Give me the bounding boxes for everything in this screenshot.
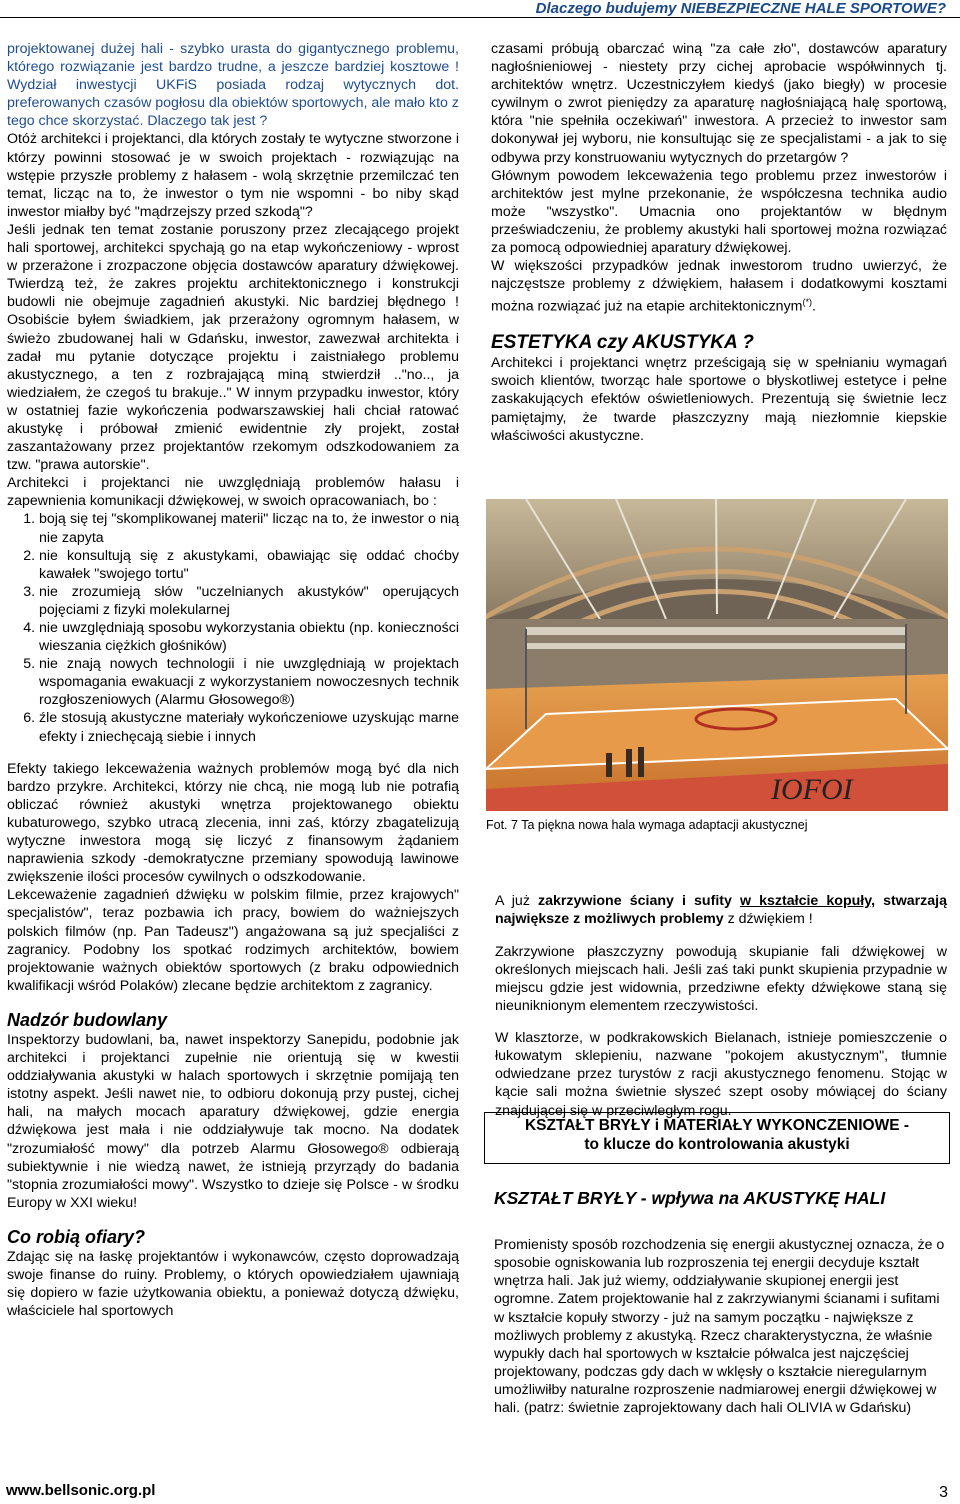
page-number: 3	[939, 1484, 948, 1501]
paragraph: Głównym powodem lekceważenia tego problemu przez inwestorów i architektów jest mylne przekonanie, że współczesna technika audio może "wszystko". Umacnia ono projektantów w błędnym przeświadczeniu, że problemy akustyki hali sportowej można rozwiązać za pomocą odpowiedniej aparatury dźwiękowej.	[491, 167, 947, 257]
paragraph: Zdając się na łaskę projektantów i wykonawców, często doprowadzają swoje finanse do ruiny. Problemy, o których opowiedziałem ujawniają się dopiero w fazie użytkowania obiektu, a ponieważ dotyczą dźwięku, właściciele hal sportowych	[7, 1249, 459, 1320]
bold-text: zakrzywione ściany i sufity	[538, 893, 732, 910]
paragraph-text: z dźwiękiem !	[723, 911, 813, 928]
section-heading-ksztalt: KSZTAŁT BRYŁY - wpływa na AKUSTYKĘ HALI	[494, 1188, 886, 1208]
sports-hall-illustration	[486, 499, 948, 811]
paragraph	[491, 257, 947, 316]
bold-text: stwarzają największe z możliwych problemy	[495, 893, 947, 928]
left-column	[7, 40, 459, 1320]
sports-hall-photo	[486, 499, 948, 811]
paragraph: Zakrzywione płaszczyzny powodują skupianie fali dźwiękowej w określonych miejscach hali. Jeśli zaś taki punkt skupienia przypadnie w miejscu gdzie jest widownia, przedziwne efekty dźwiękowe staną się nieuniknionym elementem rzeczywistości.	[495, 943, 947, 1014]
paragraph-end: .	[811, 299, 816, 316]
paragraph: Inspektorzy budowlani, ba, nawet inspektorzy Sanepidu, podobnie jak architekci i projektanci zupełnie nie orientują się w kwestii oddziaływania akustyki w halach sportowych i skrzętnie pomijają ten istotny aspekt. Jeśli nawet nie, to odbioru dokonują przy pustej, cichej hali, na małych mocach aparatury dźwiękowej, gdzie energia dźwiękowa jest mała i nie oddziaływuje tak mocno. Na dodatek "zrozumiałość mowy" dla potrzeb Alarmu Głosowego® odbierają subiektywnie i nie wiedzą nawet, że istnieją przyrządy do badania "stopnia zrozumiałości mowy". Wszystko to dzieje się Polsce - w środku Europy w XXI wieku!	[7, 1031, 459, 1211]
list-item: 4. nie uwzględniają sposobu wykorzystania obiektu (np. konieczności wieszania ciężkich głośników)	[39, 619, 459, 655]
header-rule	[0, 17, 960, 18]
footnote-mark: (*)	[802, 297, 812, 308]
boxed-heading-line1: KSZTAŁT BRYŁY i MATERIAŁY WYKONCZENIOWE -	[524, 1117, 910, 1134]
paragraph: Promienisty sposób rozchodzenia się energii akustycznej oznacza, że o sposobie ogniskowania lub rozproszenia tej energii decyduje kształt wnętrza hali. Jak już wiemy, oddziaływanie skupionej energii jest ogromne. Zatem projektowanie hal z zakrzywianymi ścianami i sufitami w kształcie kopuły stworzy - już na samym początku - największe z możliwych problemy z akustyką. Rzecz charakterystyczna, że właśnie wypukły dach hal sportowych w kształcie półwalca jest najczęściej projektowany, podczas gdy dach w wklęsły o kształcie nieregularnym umożliwiłby naturalne rozproszenie nadmiarowej energii dźwiękowej w hali. (patrz: świetnie zaprojektowany dach hali OLIVIA w Gdańsku)	[494, 1237, 945, 1417]
paragraph	[495, 892, 947, 928]
right-column-bottom	[494, 1222, 946, 1431]
running-title: Dlaczego budujemy NIEBEZPIECZNE HALE SPORTOWE?	[535, 0, 946, 17]
footer-url: www.bellsonic.org.pl	[6, 1482, 156, 1499]
paragraph: Otóż architekci i projektanci, dla których zostały te wytyczne stworzone i którzy powinni stosować je w swoich projektach - rozwiązując na wstępie przyszłe problemy z hałasem - wolą skrzętnie przemilczać ten temat, licząc na to, że inwestor o tym nie wspomni - bo niby skąd inwestor miałby być "mądrzejszy przed szkodą"?	[7, 131, 459, 220]
paragraph: czasami próbują obarczać winą "za całe zło", dostawców aparatury nagłośnieniowej - niestety przy cichej aprobacie współwinnych tj. architektów wnętrz. Uczestniczyłem kiedyś (jako biegły) w procesie cywilnym o zwrot pieniędzy za aparaturę nagłośniającą halę sportową, która "nie spełniła oczekiwań" inwestora. A przecież to inwestor sam dokonywał jej wyboru, nie konsultując się ze specjalistami - a jak to się odbywa przy konstruowaniu wytycznych do przetargów ?	[491, 41, 947, 166]
photo-caption: Fot. 7 Ta piękna nowa hala wymaga adaptacji akustycznej	[486, 818, 808, 832]
section-heading-nadzor: Nadzór budowlany	[7, 1009, 168, 1030]
paragraph: Architekci i projektanci wnętrz prześcigają się w spełnianiu wymagań swoich klientów, tworząc hale sportowe o błyskotliwej estetyce i pełne zaskakujących efektów oświetleniowych. Prezentują się świetnie lecz pamiętajmy, że twarde płaszczyzny mają niezłomnie kiepskie właściwości akustyczne.	[491, 355, 947, 444]
paragraph: projektowanej dużej hali - szybko urasta do gigantycznego problemu, którego rozwiązanie jest bardzo trudne, a jeszcze bardziej kosztowe ! Wydział inwestycji UKFiS posiada rodzaj wytycznych dot. preferowanych czasów pogłosu dla obiektów sportowych, ale mało kto z tego chce skorzystać. Dlaczego tak jest ?	[7, 41, 459, 130]
list-item: 6. źle stosują akustyczne materiały wykończeniowe uzyskując marne efekty i zniechęcają siebie i innych	[39, 709, 459, 745]
paragraph-text	[732, 893, 740, 909]
boxed-heading	[484, 1112, 950, 1164]
section-heading-ofiary: Co robią ofiary?	[7, 1226, 146, 1247]
paragraph: Lekceważenie zagadnień dźwięku w polskim filmie, przez krajowych" specjalistów", teraz pozbawia ich pracy, bowiem do ważniejszych polskich filmów (np. Pan Tadeusz") angażowana są już specjaliści z zagranicy. Podobny los spotkać rodzimych architektów, bowiem projektowanie ważnych obiektów sportowych (z braku odpowiednich kwalifikacji wśród Polaków) zlecane będzie architektom z zagranicy.	[7, 887, 459, 994]
section-heading-estetyka: ESTETYKA czy AKUSTYKA ?	[491, 332, 754, 354]
list-item: 2. nie konsultują się z akustykami, obawiając się oddać choćby kawałek "swojego tortu"	[39, 547, 459, 583]
paragraph: Architekci i projektanci nie uwzględniają problemów hałasu i zapewnienia komunikacji dźwiękowej, w swoich opracowaniach, bo :	[7, 475, 459, 510]
paragraph: W klasztorze, w podkrakowskich Bielanach, istnieje pomieszczenie o łukowatym sklepieniu, nazwane "pokojem akustycznym", tłumnie odwiedzane przez turystów z racji akustycznego fenomenu. Stojąc w kącie sali można świetnie słyszeć szept osoby mówiącej do ściany znajdującej się w przeciwległym rogu.	[495, 1030, 947, 1119]
right-column-middle	[495, 878, 947, 1134]
court-lettering: IOFOI	[771, 773, 853, 806]
list-item: 3. nie zrozumieją słów "uczelnianych akustyków" operujących pojęciami z fizyki molekularnej	[39, 583, 459, 619]
reasons-list	[7, 510, 459, 745]
paragraph: Jeśli jednak ten temat zostanie poruszony przez zlecającego projekt hali sportowej, architekci spychają go na etap wykończeniowy - wprost w przerażone i zrozpaczone objęcia dostawców aparatury dźwiękowej. Twierdzą też, że zakres projektu architektonicznego i konstrukcji budowli nie obejmuje zagadnień akustyki. Nic bardziej błędnego ! Osobiście byłem świadkiem, jak przerażony ogromnym hałasem, w świeżo zbudowanej hali w Gdańsku, inwestor, zawezwał architekta i zadał mu pytanie dotyczące projektu i zaistniałego problemu akustycznego, a ten z rozbrajającą miną stwierdził .."no.., ja wiedziałem, że czegoś tu brakuje.." W innym przypadku inwestor, który w ostatniej fazie wykończenia podwarszawskiej hali chciał ratować akustykę i próbował zmienić ewidentnie zły projekt, został zaszantażowany przez projektantów rzekomym odszkodowaniem za tzw. "prawa autorskie".	[7, 221, 459, 474]
paragraph-text: W większości przypadków jednak inwestorom trudno uwierzyć, że najczęstsze problemy z dźwiękiem, hałasem i dodatkowymi kosztami można rozwiązać już na etapie architektonicznym	[491, 258, 947, 316]
page-header	[0, 0, 960, 18]
list-item: 5. nie znają nowych technologii i nie uwzględniają w projektach wspomagania ewakuacji z wykorzystaniem nowoczesnych technik rozgłoszeniowych (Alarmu Głosowego®)	[39, 655, 459, 709]
right-column-top	[491, 40, 947, 445]
underlined-text: w kształcie kopuły,	[740, 893, 876, 910]
boxed-heading-line2: to klucze do kontrolowania akustyki	[584, 1136, 850, 1153]
paragraph: Efekty takiego lekceważenia ważnych problemów mogą być dla nich bardzo przykre. Architekci, którzy nie chcą, nie mogą lub nie potrafią obliczać również akustyki wnętrza projektowanego obiektu kubaturowego, szybko utracą zlecenia, inni zaś, którzy zbagatelizują wytyczne inwestora mogą się liczyć z finansowym żądaniem naprawienia szkody -demokratyczne przemiany spowodują lawinowe zwiększenie ilości procesów cywilnych o odszkodowanie.	[7, 760, 459, 886]
paragraph-text: A już	[495, 893, 539, 910]
list-item: 1. boją się tej "skomplikowanej materii" licząc na to, że inwestor o nią nie zapyta	[39, 510, 459, 546]
